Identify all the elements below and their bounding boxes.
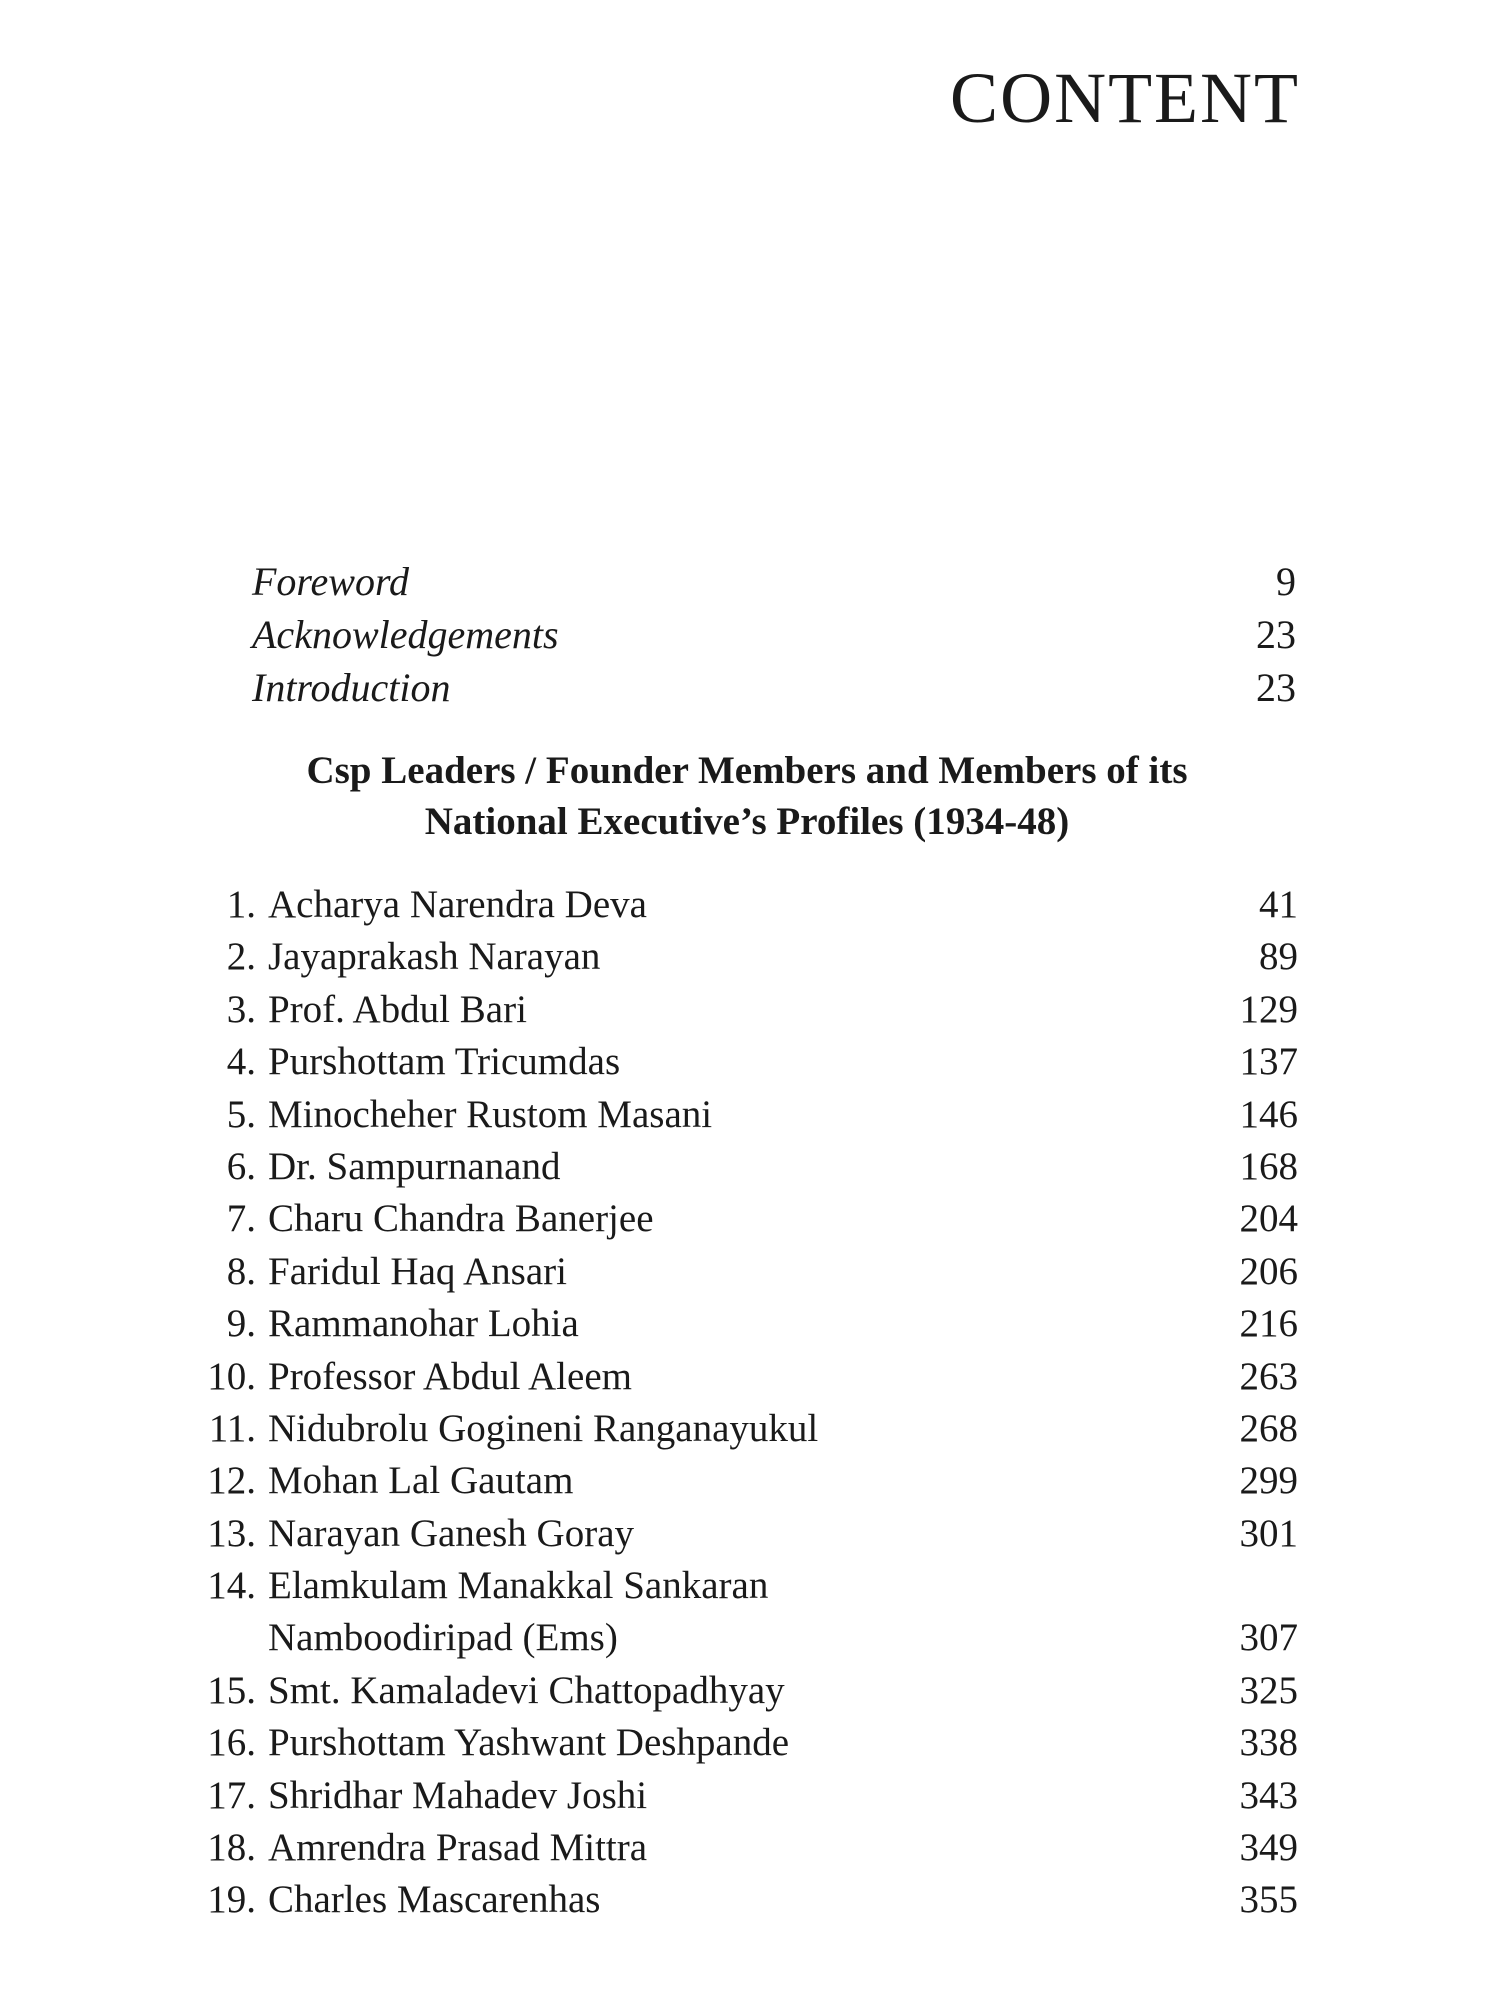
entry-name: Minocheher Rustom Masani <box>268 1092 713 1136</box>
entry-number: 10. <box>207 1354 256 1398</box>
entry-name: Charles Mascarenhas <box>268 1878 601 1922</box>
front-matter-label: Foreword <box>252 559 410 604</box>
section-heading-line: National Executive’s Profiles (1934-48) <box>424 800 1070 843</box>
page-title: CONTENT <box>950 58 1300 138</box>
entry-page: 307 <box>1239 1616 1298 1660</box>
entry-number: 15. <box>207 1668 256 1712</box>
entry-name: Rammanohar Lohia <box>268 1302 579 1346</box>
entry-name: Purshottam Tricumdas <box>268 1040 621 1084</box>
front-matter-item <box>252 664 1296 717</box>
entry-name: Dr. Sampurnanand <box>268 1144 561 1188</box>
entry-page: 146 <box>1239 1092 1298 1136</box>
toc-entry <box>170 1196 1298 1248</box>
entry-name: Mohan Lal Gautam <box>268 1459 574 1503</box>
entry-number: 2. <box>226 935 256 979</box>
front-matter-label: Introduction <box>252 665 451 710</box>
entry-name: Jayaprakash Narayan <box>268 935 601 979</box>
entry-number: 3. <box>226 987 256 1031</box>
toc-entry <box>170 1877 1298 1929</box>
toc-entry <box>170 1615 1298 1667</box>
toc-entry <box>170 987 1298 1039</box>
entry-page: 349 <box>1239 1826 1298 1870</box>
front-matter-page: 9 <box>1276 559 1296 604</box>
entry-page: 204 <box>1239 1197 1298 1241</box>
toc-entry <box>170 1354 1298 1406</box>
toc-entry <box>170 1249 1298 1301</box>
entry-name: Acharya Narendra Deva <box>268 883 647 926</box>
entry-name: Professor Abdul Aleem <box>268 1354 632 1398</box>
entry-number: 14. <box>207 1564 256 1608</box>
toc-entry <box>170 882 1298 934</box>
entry-page: 263 <box>1239 1354 1298 1398</box>
entry-page: 206 <box>1239 1249 1298 1293</box>
entry-page: 216 <box>1239 1302 1298 1346</box>
entry-number: 4. <box>226 1040 256 1084</box>
entry-page: 301 <box>1239 1511 1298 1555</box>
entry-number: 13. <box>207 1511 256 1555</box>
entry-number: 6. <box>226 1144 256 1188</box>
entry-page: 41 <box>1259 883 1298 926</box>
toc-entry <box>170 1720 1298 1772</box>
entry-name: Nidubrolu Gogineni Ranganayukul <box>268 1406 819 1450</box>
toc-entry <box>170 1301 1298 1353</box>
entry-page: 355 <box>1239 1878 1298 1922</box>
toc-entry <box>170 934 1298 986</box>
entry-name: Purshottam Yashwant Deshpande <box>268 1721 790 1765</box>
toc-entry <box>170 1144 1298 1196</box>
entry-number: 1. <box>226 883 256 926</box>
entry-page: 299 <box>1239 1459 1298 1503</box>
entry-name: Prof. Abdul Bari <box>268 987 527 1031</box>
entry-number: 12. <box>207 1459 256 1503</box>
entry-name: Elamkulam Manakkal Sankaran <box>268 1564 769 1608</box>
entry-name: Charu Chandra Banerjee <box>268 1197 654 1241</box>
entry-page: 338 <box>1239 1721 1298 1765</box>
entry-name: Amrendra Prasad Mittra <box>268 1826 648 1870</box>
entry-page: 89 <box>1259 935 1298 979</box>
toc-entry <box>170 1406 1298 1458</box>
front-matter-item <box>252 611 1296 664</box>
front-matter-page: 23 <box>1256 665 1296 710</box>
entry-page: 129 <box>1239 987 1298 1031</box>
entry-number: 5. <box>226 1092 256 1136</box>
front-matter-list <box>252 558 1296 717</box>
toc-entry <box>170 1511 1298 1563</box>
front-matter-page: 23 <box>1256 612 1296 657</box>
front-matter-item <box>252 558 1296 611</box>
toc-entry <box>170 1563 1298 1615</box>
entry-name: Narayan Ganesh Goray <box>268 1511 635 1555</box>
section-heading-line: Csp Leaders / Founder Members and Members of its <box>306 749 1188 792</box>
entry-page: 268 <box>1239 1406 1298 1450</box>
entry-name: Smt. Kamaladevi Chattopadhyay <box>268 1668 785 1712</box>
entry-page: 325 <box>1239 1668 1298 1712</box>
entry-number: 8. <box>226 1249 256 1293</box>
entry-number: 9. <box>226 1302 256 1346</box>
toc-entry <box>170 1092 1298 1144</box>
toc-entry <box>170 1825 1298 1877</box>
profile-entries-list <box>170 882 1298 1930</box>
section-heading <box>150 745 1344 847</box>
entry-number: 7. <box>226 1197 256 1241</box>
entry-name: Namboodiripad (Ems) <box>268 1616 618 1660</box>
entry-number: 17. <box>207 1773 256 1817</box>
entry-number: 11. <box>208 1406 256 1450</box>
entry-name: Faridul Haq Ansari <box>268 1249 567 1293</box>
entry-number: 16. <box>207 1721 256 1765</box>
entry-name: Shridhar Mahadev Joshi <box>268 1773 648 1817</box>
toc-entry <box>170 1668 1298 1720</box>
toc-entry <box>170 1039 1298 1091</box>
entry-number: 18. <box>207 1826 256 1870</box>
entry-page: 168 <box>1239 1144 1298 1188</box>
entry-page: 137 <box>1239 1040 1298 1084</box>
entry-page: 343 <box>1239 1773 1298 1817</box>
toc-entry <box>170 1458 1298 1510</box>
front-matter-label: Acknowledgements <box>252 612 559 657</box>
toc-entry <box>170 1773 1298 1825</box>
entry-number: 19. <box>207 1878 256 1922</box>
